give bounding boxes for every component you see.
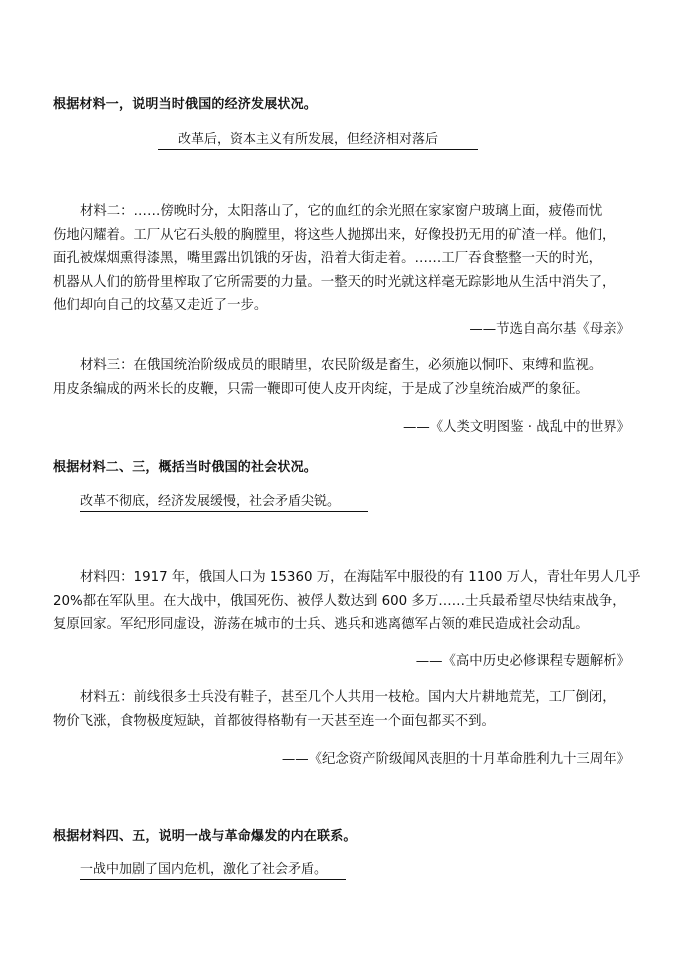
material-2-line: 面孔被煤烟熏得漆黑，嘴里露出饥饿的牙齿，沿着大街走着。……工厂吞食整整一天的时光， <box>53 251 603 267</box>
material-2 <box>53 200 633 318</box>
material-2-line: 材料二：……傍晚时分，太阳落山了，它的血红的余光照在家家窗户玻璃上面，疲倦而忧 <box>80 204 603 219</box>
question-3: 根据材料四、五，说明一战与革命爆发的内在联系。 <box>53 829 357 844</box>
answer-1: 改革后，资本主义有所发展，但经济相对落后 <box>158 130 478 150</box>
answer-3: 一战中加剧了国内危机，激化了社会矛盾。 <box>80 860 346 880</box>
material-3-line: 材料三：在俄国统治阶级成员的眼睛里，农民阶级是畜生，必须施以恫吓、束缚和监视。 <box>80 358 603 373</box>
material-4-line: 复原回家。军纪形同虚设，游荡在城市的士兵、逃兵和逃离德军占领的难民造成社会动乱。 <box>53 617 589 633</box>
material-4-source: ——《高中历史必修课程专题解析》 <box>415 654 630 669</box>
material-3 <box>53 354 633 401</box>
material-5-line: 物价飞涨，食物极度短缺，首都彼得格勒有一天甚至连一个面包都买不到。 <box>53 713 495 729</box>
material-5 <box>53 686 633 733</box>
material-2-line: 机器从人们的筋骨里榨取了它所需要的力量。一整天的时光就这样毫无踪影地从生活中消失了， <box>53 274 616 290</box>
material-2-line: 他们却向自己的坟墓又走近了一步。 <box>53 298 268 314</box>
answer-2: 改革不彻底，经济发展缓慢，社会矛盾尖锐。 <box>80 492 368 512</box>
material-5-line: 材料五：前线很多士兵没有鞋子，甚至几个人共用一枝枪。国内大片耕地荒芜，工厂倒闭， <box>80 690 616 705</box>
material-4 <box>53 566 641 637</box>
material-3-source: ——《人类文明图鉴 · 战乱中的世界》 <box>402 420 630 435</box>
material-2-line: 伤地闪耀着。工厂从它石头般的胸膛里，将这些人抛掷出来，好像投扔无用的矿渣一样。他们， <box>53 227 616 243</box>
material-5-source: ——《纪念资产阶级闻风丧胆的十月革命胜利九十三周年》 <box>281 752 630 767</box>
material-4-line: 材料四：1917 年，俄国人口为 15360 万，在海陆军中服役的有 1100 万人，青壮年男人几乎 <box>80 570 641 585</box>
material-2-source: ——节选自高尔基《母亲》 <box>469 322 630 337</box>
question-1: 根据材料一，说明当时俄国的经济发展状况。 <box>53 97 318 112</box>
material-4-line: 20%都在军队里。在大战中，俄国死伤、被俘人数达到 600 多万……士兵最希望尽快结束战争， <box>53 593 626 609</box>
question-2: 根据材料二、三，概括当时俄国的社会状况。 <box>53 460 318 475</box>
material-3-line: 用皮条编成的两米长的皮鞭，只需一鞭即可使人皮开肉绽，于是成了沙皇统治威严的象征。 <box>53 381 589 397</box>
